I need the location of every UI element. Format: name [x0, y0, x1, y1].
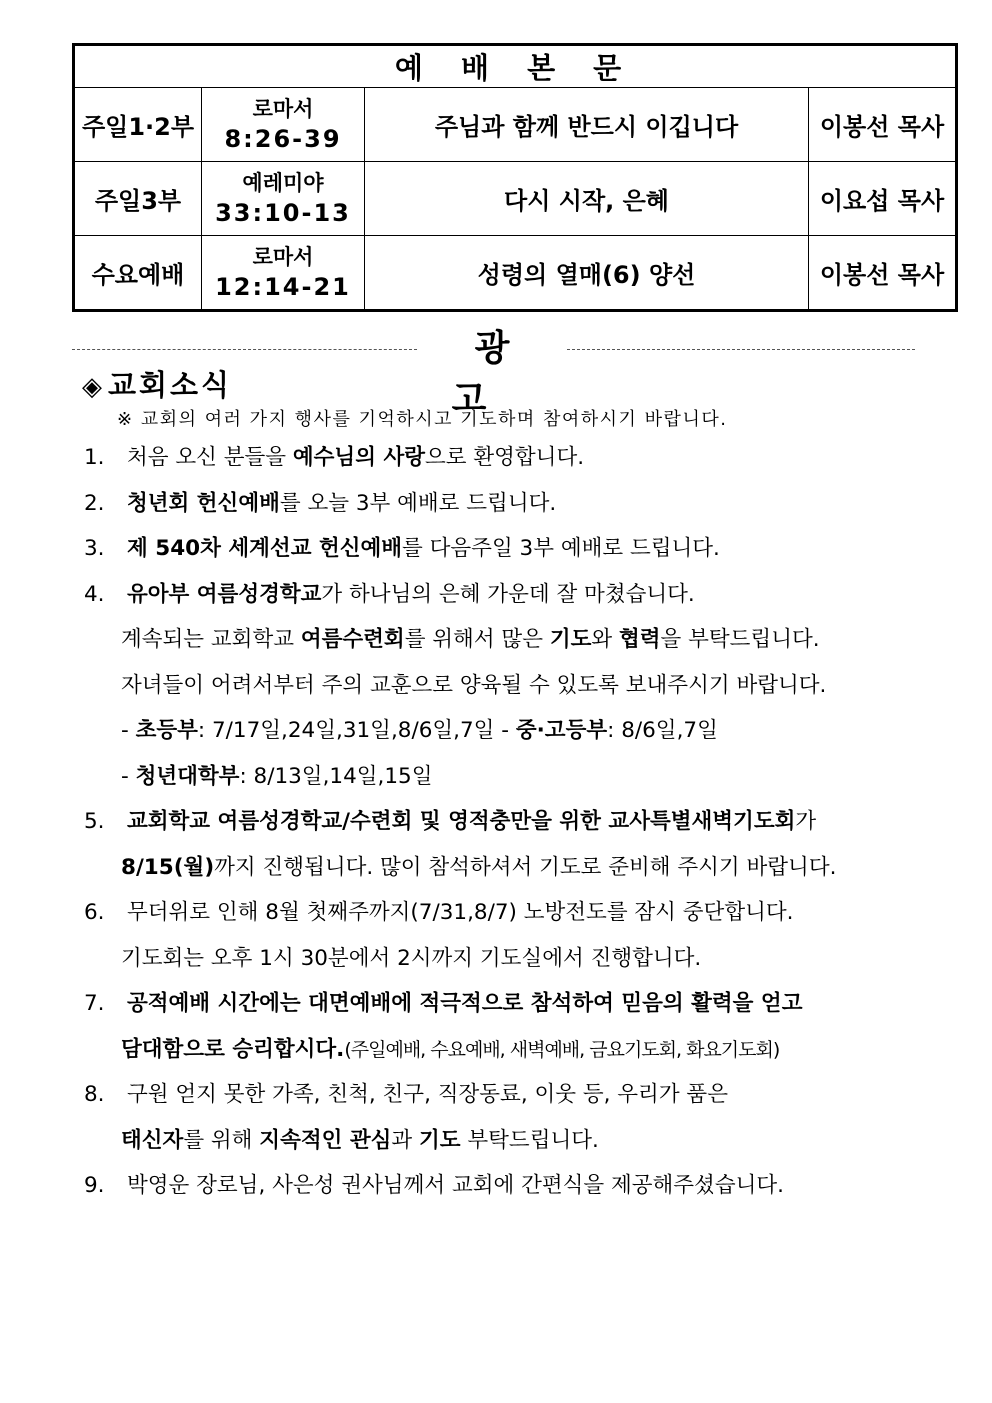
- notice-item: [80, 526, 860, 572]
- notice-emphasis: 중·고등부: [515, 718, 608, 743]
- sermon-table: [72, 43, 958, 312]
- preacher: 이봉선 목사: [809, 236, 957, 311]
- ads-title: 광 고: [451, 328, 556, 420]
- notice-item: [80, 890, 860, 936]
- notice-number: 9.: [84, 1173, 105, 1198]
- notice-text: : 8/13일,14일,15일: [239, 763, 433, 789]
- notice-text: 처음 오신 분들을: [127, 445, 293, 470]
- sermon-topic: 성령의 열매(6) 양선: [365, 236, 809, 311]
- notice-number: 8.: [84, 1082, 105, 1107]
- notice-text: (주일예배, 수요예배, 새벽예배, 금요기도회, 화요기도회): [344, 1038, 780, 1061]
- notice-text: 를 위해: [183, 1127, 260, 1153]
- notice-emphasis: 초등부: [135, 718, 198, 743]
- notice-text: -: [121, 718, 136, 743]
- section-heading: [82, 363, 232, 404]
- notice-number: 1.: [84, 445, 105, 470]
- scripture: [202, 88, 365, 162]
- notice-text: 구원 얻지 못한 가족, 친척, 친구, 직장동료, 이웃 등, 우리가 품은: [127, 1082, 728, 1107]
- dashed-divider-right: [567, 349, 915, 350]
- notice-list: [80, 435, 860, 1209]
- notice-line: [80, 663, 860, 709]
- notice-line: [80, 754, 860, 800]
- scripture-verse: 33:10-13: [215, 198, 351, 227]
- notice-emphasis: 지속적인 관심: [259, 1127, 392, 1153]
- sermon-row: [74, 162, 957, 236]
- notice-text: 박영운 장로님, 사은성 권사님께서 교회에 간편식을 제공해주셨습니다.: [127, 1173, 784, 1198]
- notice-text: 를 위해서 많은: [404, 627, 550, 652]
- notice-number: 6.: [84, 900, 105, 925]
- sermon-topic: 주님과 함께 반드시 이깁니다: [365, 88, 809, 162]
- diamond-bullet-icon: ◈: [82, 372, 102, 402]
- notice-text: 부탁드립니다.: [460, 1127, 599, 1153]
- service-name: 주일1·2부: [74, 88, 202, 162]
- notice-text: 가 하나님의 은혜 가운데 잘 마쳤습니다.: [321, 581, 695, 607]
- notice-number: 4.: [84, 581, 105, 607]
- notice-text: 과: [391, 1127, 420, 1153]
- notice-line: [80, 1027, 860, 1073]
- notice-emphasis: 기도: [419, 1127, 461, 1153]
- notice-item: [80, 799, 860, 845]
- notice-emphasis: 기도: [549, 627, 592, 652]
- notice-text: 를 다음주일 3부 예배로 드립니다.: [402, 536, 720, 561]
- notice-item: [80, 1163, 860, 1209]
- notice-number: 5.: [84, 809, 105, 834]
- notice-emphasis: 유아부 여름성경학교: [127, 581, 322, 607]
- scripture-book: 로마서: [252, 244, 314, 269]
- notice-text: 자녀들이 어려서부터 주의 교훈으로 양육될 수 있도록 보내주시기 바랍니다.: [121, 672, 827, 698]
- notice-emphasis: 공적예배 시간에는 대면예배에 적극적으로 참석하여 믿음의 활력을 얻고: [127, 991, 803, 1016]
- notice-text: : 7/17일,24일,31일,8/6일,7일 -: [197, 718, 516, 743]
- notice-emphasis: 청년회 헌신예배: [127, 490, 280, 516]
- dashed-divider-left: [72, 349, 417, 350]
- scripture-book: 로마서: [252, 96, 314, 121]
- notice-text: 가: [795, 809, 817, 834]
- notice-emphasis: 제 540차 세계선교 헌신예배: [127, 536, 403, 561]
- notice-line: [80, 845, 860, 891]
- notice-item: [80, 481, 860, 527]
- notice-number: 2.: [84, 490, 105, 516]
- notice-text: : 8/6일,7일: [607, 718, 718, 743]
- notice-emphasis: 담대함으로 승리합시다.: [121, 1036, 345, 1062]
- notice-text: -: [121, 763, 136, 789]
- notice-emphasis: 교회학교 여름성경학교/수련회 및 영적충만을 위한 교사특별새벽기도회: [127, 809, 796, 834]
- notice-text: 기도회는 오후 1시 30분에서 2시까지 기도실에서 진행합니다.: [121, 945, 702, 971]
- notice-item: [80, 981, 860, 1027]
- notice-text: 무더위로 인해 8월 첫째주까지(7/31,8/7) 노방전도를 잠시 중단합니다.: [127, 900, 794, 925]
- notice-emphasis: 8/15(월): [121, 854, 215, 880]
- notice-line: [80, 617, 860, 663]
- scripture: [202, 162, 365, 236]
- notice-emphasis: 여름수련회: [300, 627, 405, 652]
- scripture-verse: 12:14-21: [215, 272, 351, 301]
- notice-number: 3.: [84, 536, 105, 561]
- notice-emphasis: 예수님의 사랑: [292, 445, 425, 470]
- scripture-verse: 8:26-39: [224, 124, 342, 153]
- notice-line: [80, 1118, 860, 1164]
- notice-text: 와: [591, 627, 619, 652]
- notice-emphasis: 협력: [618, 627, 661, 652]
- sermon-topic: 다시 시작, 은혜: [365, 162, 809, 236]
- notice-text: 를 오늘 3부 예배로 드립니다.: [279, 490, 557, 516]
- sermon-row: [74, 88, 957, 162]
- notice-text: 으로 환영합니다.: [425, 445, 585, 470]
- notice-text: 계속되는 교회학교: [121, 627, 301, 652]
- notice-item: [80, 435, 860, 481]
- notice-item: [80, 1072, 860, 1118]
- service-name: 수요예배: [74, 236, 202, 311]
- sermon-row: [74, 236, 957, 311]
- notice-line: [80, 708, 860, 754]
- notice-item: [80, 572, 860, 618]
- preacher: 이요섭 목사: [809, 162, 957, 236]
- notice-text: 까지 진행됩니다. 많이 참석하셔서 기도로 준비해 주시기 바랍니다.: [214, 854, 837, 880]
- notice-number: 7.: [84, 991, 105, 1016]
- service-name: 주일3부: [74, 162, 202, 236]
- notice-text: 을 부탁드립니다.: [660, 627, 820, 652]
- preacher: 이봉선 목사: [809, 88, 957, 162]
- scripture: [202, 236, 365, 311]
- section-title: 교회소식: [108, 368, 233, 402]
- notice-emphasis: 태신자: [121, 1127, 184, 1153]
- sermon-title: 예 배 본 문: [74, 45, 957, 88]
- notice-emphasis: 청년대학부: [135, 763, 240, 789]
- notice-line: [80, 936, 860, 982]
- section-note: ※ 교회의 여러 가지 행사를 기억하시고 기도하며 참여하시기 바랍니다.: [117, 409, 728, 430]
- scripture-book: 예레미야: [242, 170, 324, 195]
